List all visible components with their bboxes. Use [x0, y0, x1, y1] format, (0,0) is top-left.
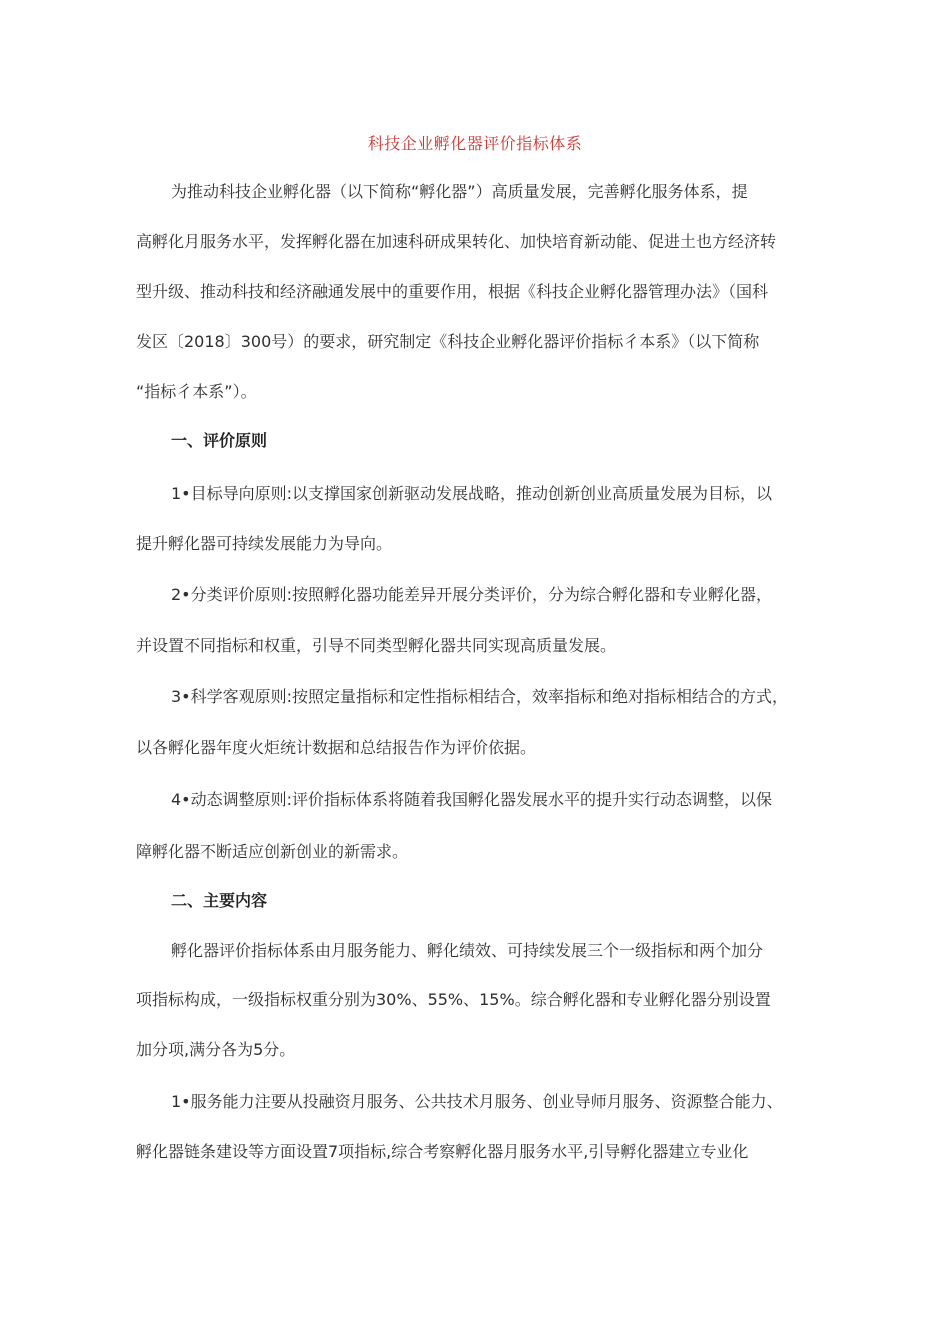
principle-3-line-1: 3•科学客观原则:按照定量指标和定性指标相结合，效率指标和绝对指标相结合的方式，: [171, 687, 789, 706]
principle-1-line-1: 1•目标导向原则:以支撑国家创新驱动发展战略，推动创新创业高质量发展为目标，以: [171, 484, 773, 503]
principle-2-line-1: 2•分类评价原则:按照孵化器功能差异开展分类评价，分为综合孵化器和专业孵化器，: [171, 585, 773, 604]
intro-line-5: “指标彳本系”）。: [136, 382, 257, 401]
content-para-line-2: 项指标构成，一级指标权重分别为30%、55%、15%。综合孵化器和专业孵化器分别设置: [136, 990, 771, 1009]
principle-1-line-2: 提升孵化器可持续发展能力为导向。: [136, 534, 393, 553]
intro-line-2: 高孵化月服务水平，发挥孵化器在加速科研成果转化、加快培育新动能、促进土也方经济转: [136, 232, 777, 251]
document-title: 科技企业孵化器评价指标体系: [367, 134, 583, 153]
content-para-line-1: 孵化器评价指标体系由月服务能力、孵化绩效、可持续发展三个一级指标和两个加分: [171, 941, 764, 960]
content-para-line-3: 加分项,满分各为5分。: [136, 1040, 296, 1059]
intro-line-4: 发区〔2018〕300号）的要求，研究制定《科技企业孵化器评价指标彳本系》（以下简称: [136, 332, 760, 351]
content-item-1-line-2: 孵化器链条建设等方面设置7项指标,综合考察孵化器月服务水平,引导孵化器建立专业化: [136, 1142, 749, 1161]
principle-4-line-2: 障孵化器不断适应创新创业的新需求。: [136, 842, 409, 861]
content-item-1-line-1: 1•服务能力注要从投融资月服务、公共技术月服务、创业导师月服务、资源整合能力、: [171, 1092, 783, 1111]
intro-line-1: 为推动科技企业孵化器（以下简称“孵化器”）高质量发展，完善孵化服务体系，提: [171, 182, 748, 201]
principle-4-line-1: 4•动态调整原则:评价指标体系将随着我国孵化器发展水平的提升实行动态调整，以保: [171, 790, 773, 809]
section-heading-principles: 一、评价原则: [171, 431, 268, 450]
intro-line-3: 型升级、推动科技和经济融通发展中的重要作用，根据《科技企业孵化器管理办法》（国科: [136, 282, 769, 301]
section-heading-content: 二、主要内容: [171, 891, 268, 910]
principle-2-line-2: 并设置不同指标和权重，引导不同类型孵化器共同实现高质量发展。: [136, 636, 617, 655]
principle-3-line-2: 以各孵化器年度火炬统计数据和总结报告作为评价依据。: [136, 738, 537, 757]
